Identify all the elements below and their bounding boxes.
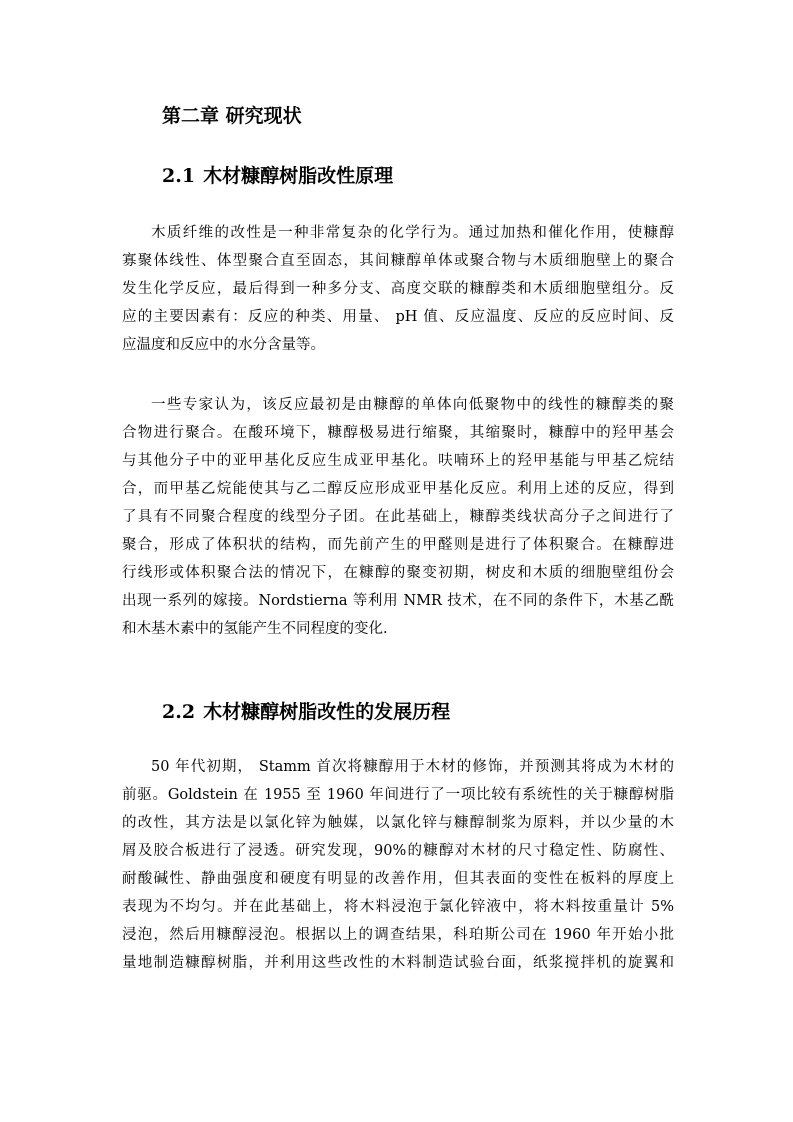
text-line: 表现为不均匀。并在此基础上，将木料浸泡于氯化锌液中，将木料按重量计 5%: [122, 899, 674, 915]
section-number: 2.1: [162, 165, 196, 187]
section-title: 木材糠醇树脂改性原理: [203, 165, 394, 187]
text-line: 聚合，形成了体积状的结构，而先前产生的甲醛则是进行了体积聚合。在糠醇进: [122, 537, 674, 553]
paragraph-history-1: [122, 753, 674, 977]
text-line: 合物进行聚合。在酸环境下，糠醇极易进行缩聚，其缩聚时，糠醇中的羟甲基会: [122, 425, 674, 441]
text-line: 屑及胶合板进行了浸透。研究发现，90%的糠醇对木材的尺寸稳定性、防腐性、: [122, 843, 674, 859]
text-line: 前驱。Goldstein 在 1955 至 1960 年间进行了一项比较有系统性的关于糠醇树脂: [122, 787, 674, 803]
text-line: 一些专家认为，该反应最初是由糠醇的单体向低聚物中的线性的糠醇类的聚: [151, 397, 674, 413]
text-line: 应的主要因素有：反应的种类、用量、 pH 值、反应温度、反应的反应时间、反: [122, 309, 674, 325]
text-line: 出现一系列的嫁接。Nordstierna 等利用 NMR 技术，在不同的条件下，木基乙酰: [122, 593, 674, 609]
section-heading-2-2: [162, 697, 450, 727]
text-line: 和木基木素中的氢能产生不同程度的变化.: [122, 621, 388, 637]
section-title: 木材糠醇树脂改性的发展历程: [203, 701, 451, 723]
text-line: 木质纤维的改性是一种非常复杂的化学行为。通过加热和催化作用，使糠醇: [151, 225, 674, 241]
text-line: 寡聚体线性、体型聚合直至固态，其间糠醇单体或聚合物与木质细胞壁上的聚合: [122, 253, 674, 269]
section-heading-2-1: [162, 161, 393, 191]
text-line: 量地制造糠醇树脂，并利用这些改性的木料制造试验台面，纸浆搅拌机的旋翼和: [122, 955, 674, 971]
text-line: 50 年代初期， Stamm 首次将糠醇用于木材的修饰，并预测其将成为木材的: [151, 759, 674, 775]
text-line: 应温度和反应中的水分含量等。: [122, 337, 325, 353]
chapter-title: 第二章 研究现状: [162, 105, 302, 127]
paragraph-principle-1: [122, 219, 674, 359]
text-line: 浸泡，然后用糠醇浸泡。根据以上的调查结果，科珀斯公司在 1960 年开始小批: [122, 927, 674, 943]
text-line: 与其他分子中的亚甲基化反应生成亚甲基化。呋喃环上的羟甲基能与甲基乙烷结: [122, 453, 674, 469]
text-line: 发生化学反应，最后得到一种多分支、高度交联的糠醇类和木质细胞壁组分。反: [122, 281, 674, 297]
paragraph-principle-2: [122, 391, 674, 643]
text-line: 合，而甲基乙烷能使其与乙二醇反应形成亚甲基化反应。利用上述的反应，得到: [122, 481, 674, 497]
text-line: 耐酸碱性、静曲强度和硬度有明显的改善作用，但其表面的变性在板料的厚度上: [122, 871, 674, 887]
text-line: 了具有不同聚合程度的线型分子团。在此基础上，糠醇类线状高分子之间进行了: [122, 509, 674, 525]
text-line: 行线形或体积聚合法的情况下，在糠醇的聚变初期，树皮和木质的细胞壁组份会: [122, 565, 674, 581]
text-line: 的改性，其方法是以氯化锌为触媒，以氯化锌与糠醇制浆为原料，并以少量的木: [122, 815, 674, 831]
section-number: 2.2: [162, 701, 196, 723]
